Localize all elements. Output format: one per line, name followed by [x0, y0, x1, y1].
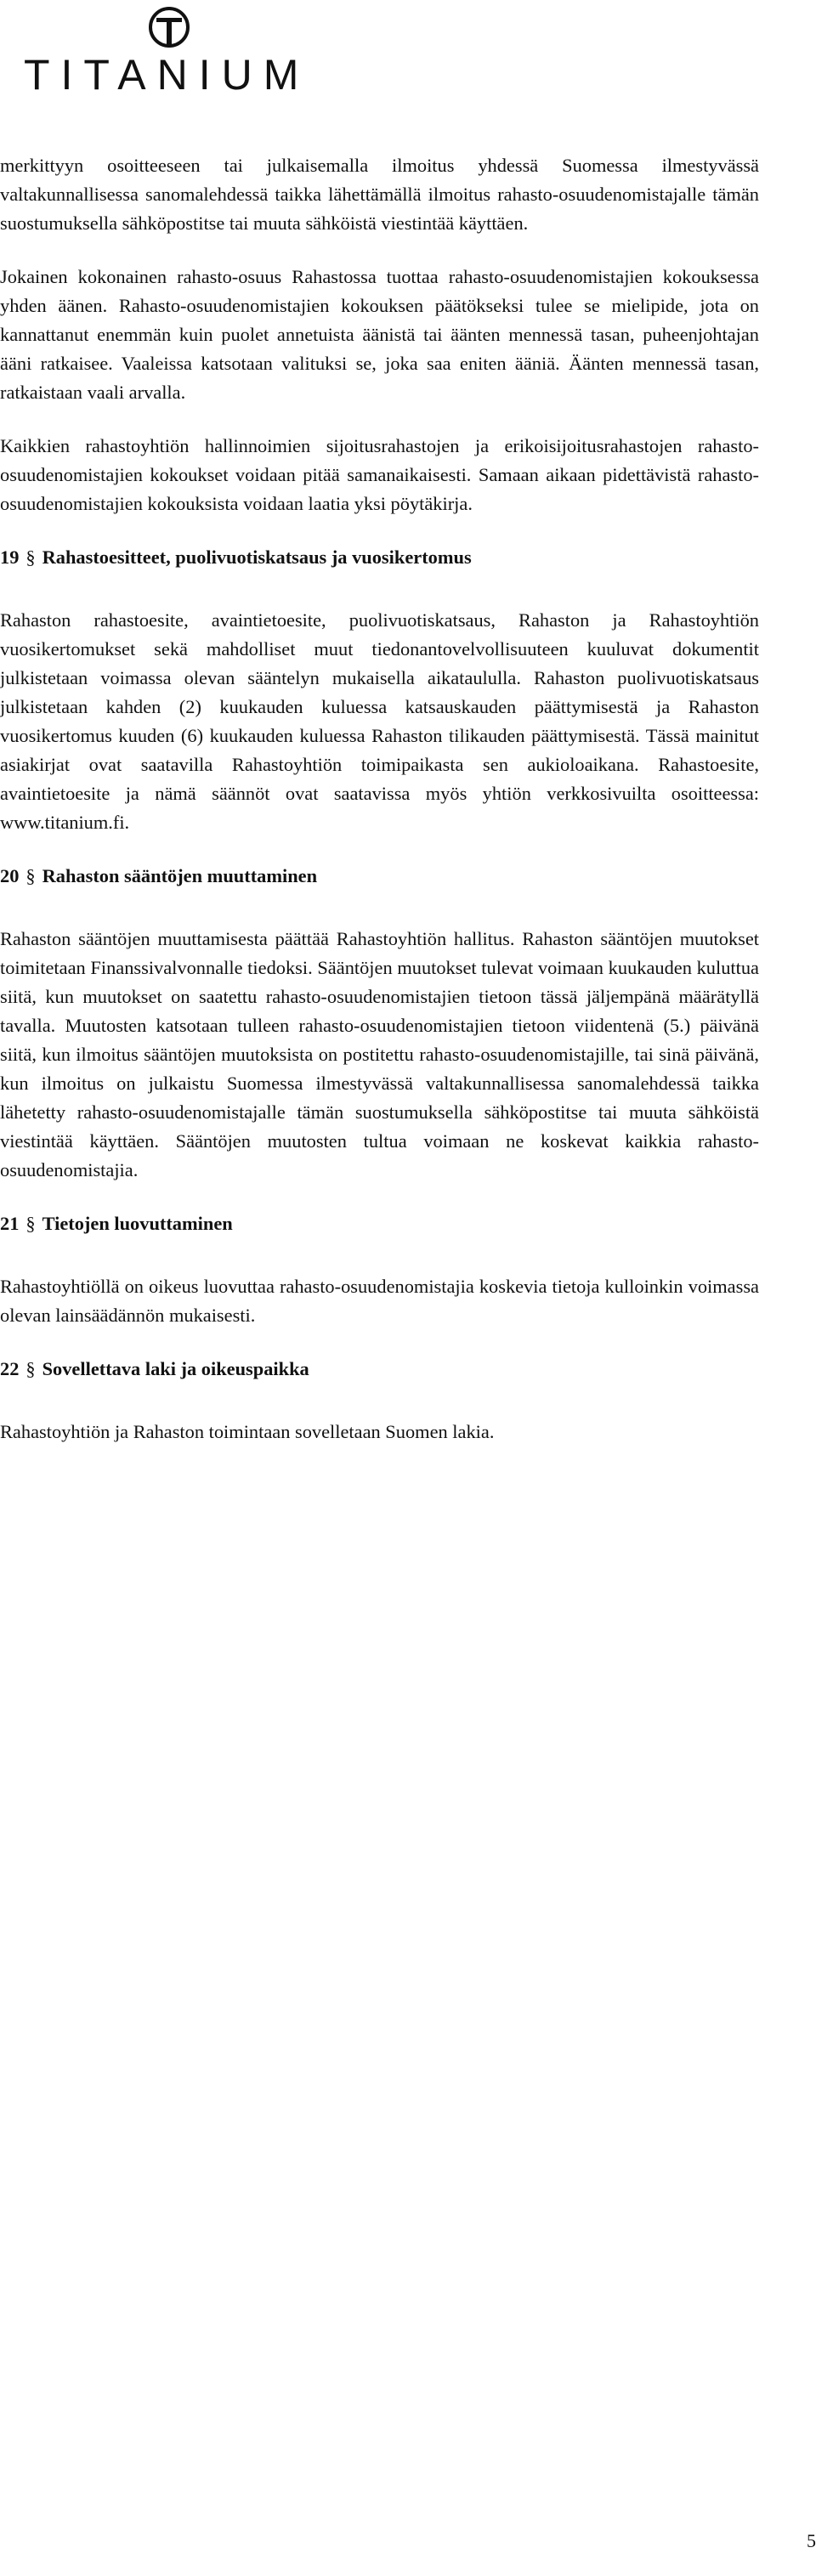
section-number: 20 — [0, 865, 20, 886]
header-logo — [0, 0, 816, 110]
section-heading — [0, 543, 759, 572]
section-symbol: § — [26, 546, 36, 568]
section-title: Tietojen luovuttaminen — [42, 1213, 233, 1234]
section-body: Rahaston rahastoesite, avaintietoesite, puolivuotiskatsaus, Rahaston ja Rahastoyhtiön vuosikertomukset sekä mahdolliset muut tiedonantovelvollisuuteen kuuluvat dokumentit julkistetaan voimassa olevan sääntelyn mukaisella aikataululla. Rahaston puolivuotiskatsaus julkistetaan kahden (2) kuukauden kuluessa katsauskauden päättymisestä ja Rahaston vuosikertomus kuuden (6) kuukauden kuluessa Rahaston tilikauden päättymisestä. Tässä mainitut asiakirjat ovat saatavilla Rahastoyhtiön toimipaikasta sen aukioloaikana. Rahastoesite, avaintietoesite ja nämä säännöt ovat saatavissa myös yhtiön verkkosivuilta osoitteessa: www.titanium.fi. — [0, 609, 759, 833]
section-title: Rahaston sääntöjen muuttaminen — [42, 865, 318, 886]
section-body: Rahastoyhtiöllä on oikeus luovuttaa rahasto-osuudenomistajia koskevia tietoja kulloinkin voimassa olevan lainsäädännön mukaisesti. — [0, 1276, 759, 1326]
section-title: Sovellettava laki ja oikeuspaikka — [42, 1358, 309, 1379]
section-symbol: § — [26, 1213, 36, 1234]
logo-wordmark: TITANIUM — [24, 51, 310, 99]
document-body — [0, 151, 759, 1471]
page-number: 5 — [807, 2530, 816, 2551]
section-body: Rahastoyhtiön ja Rahaston toimintaan sovelletaan Suomen lakia. — [0, 1421, 495, 1442]
section-heading — [0, 1355, 759, 1384]
intro-paragraph: merkittyyn osoitteeseen tai julkaisemalla ilmoitus yhdessä Suomessa ilmestyvässä valtakunnallisessa sanomalehdessä taikka lähettämällä ilmoitus rahasto-osuudenomistajalle tämän suostumuksella sähköpostitse tai muuta sähköistä viestintää käyttäen. — [0, 155, 759, 234]
intro-paragraph: Kaikkien rahastoyhtiön hallinnoimien sijoitusrahastojen ja erikoisijoitusrahastojen rahasto-osuudenomistajien kokoukset voidaan pitää samanaikaisesti. Samaan aikaan pidettävistä rahasto-osuudenomistajien kokouksista voidaan laatia yksi pöytäkirja. — [0, 435, 759, 514]
intro-paragraph: Jokainen kokonainen rahasto-osuus Rahastossa tuottaa rahasto-osuudenomistajien kokouksessa yhden äänen. Rahasto-osuudenomistajien kokouksen päätökseksi tulee se mielipide, jota on kannattanut enemmän kuin puolet annetuista äänistä tai äänten mennessä tasan, puheenjohtajan ääni ratkaisee. Vaaleissa katsotaan valituksi se, joka saa eniten ääniä. Äänten mennessä tasan, ratkaistaan vaali arvalla. — [0, 266, 759, 403]
section-number: 21 — [0, 1213, 20, 1234]
section-heading — [0, 862, 759, 891]
section-heading — [0, 1209, 759, 1238]
section-symbol: § — [26, 1358, 36, 1379]
titanium-logo-mark-icon — [147, 5, 191, 49]
section-number: 22 — [0, 1358, 20, 1379]
section-number: 19 — [0, 546, 20, 568]
section-title: Rahastoesitteet, puolivuotiskatsaus ja vuosikertomus — [42, 546, 472, 568]
section-symbol: § — [26, 865, 36, 886]
section-body: Rahaston sääntöjen muuttamisesta päättää Rahastoyhtiön hallitus. Rahaston sääntöjen muutokset toimitetaan Finanssivalvonnalle tiedoksi. Sääntöjen muutokset tulevat voimaan kuukauden kuluttua siitä, kun muutokset on saatettu rahasto-osuudenomistajien tietoon tässä jäljempänä määrätyllä tavalla. Muutosten katsotaan tulleen rahasto-osuudenomistajien tietoon viidentenä (5.) päivänä siitä, kun ilmoitus sääntöjen muutoksista on postitettu rahasto-osuudenomistajille, tai sinä päivänä, kun ilmoitus on julkaistu Suomessa ilmestyvässä valtakunnallisessa sanomalehdessä taikka lähetetty rahasto-osuudenomistajalle tämän suostumuksella sähköpostitse tai muuta sähköistä viestintää käyttäen. Sääntöjen muutosten tultua voimaan ne koskevat kaikkia rahasto-osuudenomistajia. — [0, 928, 759, 1180]
